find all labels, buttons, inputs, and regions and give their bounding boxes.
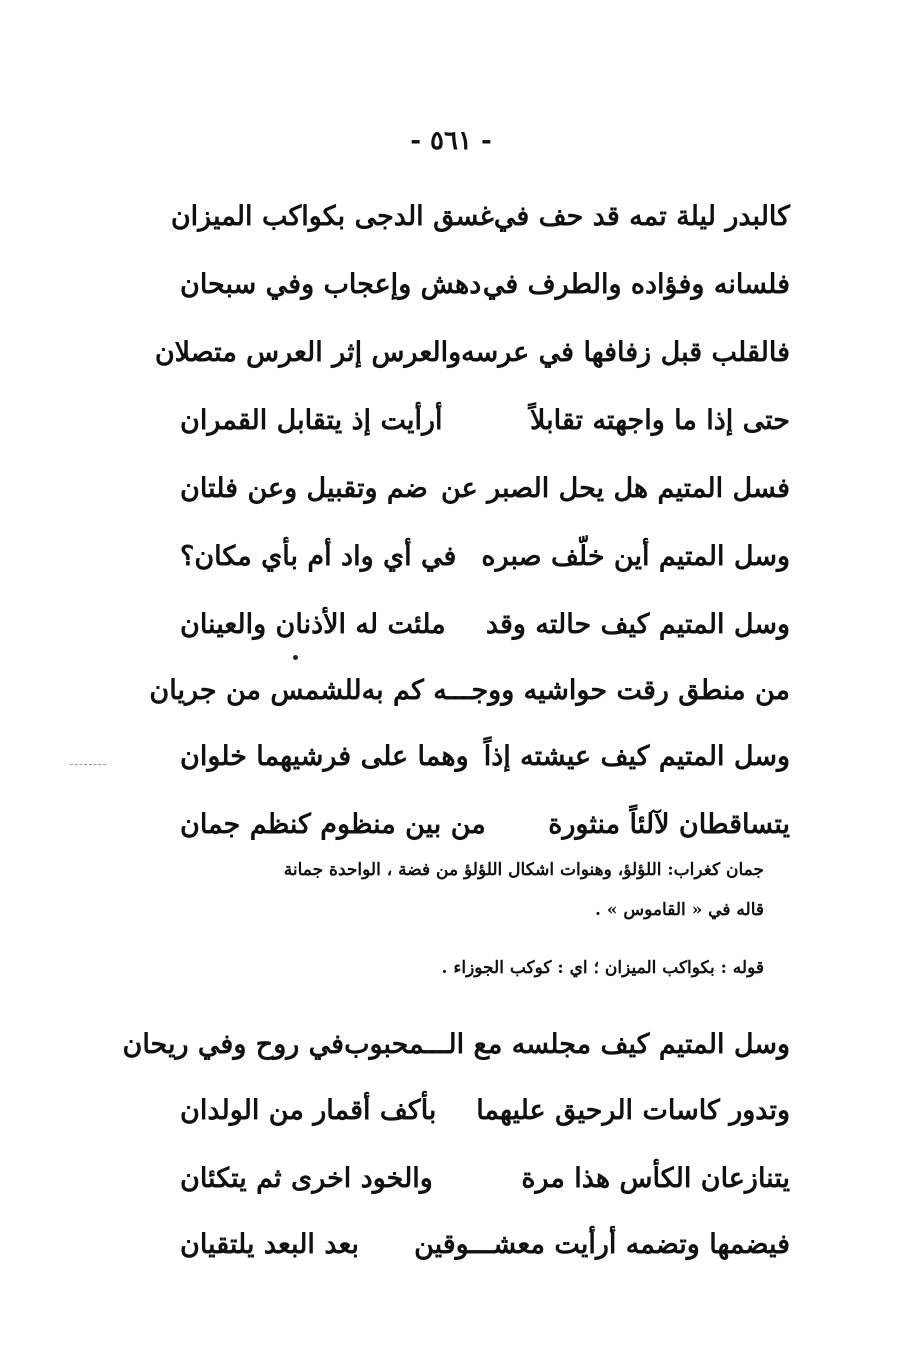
verse-first-hemistich: كالبدر ليلة تمه قد حف في	[493, 200, 790, 232]
footnote-line: قوله : بكواكب الميزان ؛ اي : كوكب الجوزاء .	[441, 958, 764, 978]
footnote-line: قاله في « القاموس » .	[595, 900, 764, 920]
verse-line	[180, 798, 790, 850]
verse-second-hemistich: في روح وفي ريحان	[122, 1028, 345, 1060]
verse-first-hemistich: فيضمها وتضمه أرأيت معشـــوقين	[414, 1228, 790, 1260]
verse-line	[180, 462, 790, 514]
verse-line	[180, 1084, 790, 1136]
verse-first-hemistich: حتى إذا ما واجهته تقابلاً	[530, 404, 790, 436]
verse-line	[154, 326, 790, 378]
verse-first-hemistich: وسل المتيم كيف حالته وقد	[485, 608, 790, 640]
verse-line	[180, 1152, 790, 1204]
verse-second-hemistich: ضم وتقبيل وعن فلتان	[180, 472, 428, 504]
verse-second-hemistich: أرأيت إذ يتقابل القمران	[180, 404, 443, 436]
verse-line	[122, 1018, 790, 1070]
verse-line	[170, 190, 790, 242]
verse-first-hemistich: وسل المتيم كيف مجلسه مع الـــمحبوب	[344, 1028, 790, 1060]
verse-second-hemistich: ملئت له الأذنان والعينان	[180, 608, 446, 640]
verse-first-hemistich: فلسانه وفؤاده والطرف في	[482, 268, 790, 300]
verse-line	[180, 1218, 790, 1270]
verse-line	[180, 258, 790, 310]
verse-second-hemistich: دهش وإعجاب وفي سبحان	[180, 268, 482, 300]
verse-second-hemistich: بأكف أقمار من الولدان	[180, 1094, 437, 1126]
footnote-line: جمان كغراب: اللؤلؤ، وهنوات اشكال اللؤلؤ من فضة ، الواحدة جمانة	[283, 860, 764, 880]
verse-second-hemistich: وهما على فرشيهما خلوان	[180, 740, 469, 772]
verse-second-hemistich: غسق الدجى بكواكب الميزان	[170, 200, 494, 232]
verse-second-hemistich: بعد البعد يلتقيان	[180, 1228, 360, 1260]
verse-first-hemistich: من منطق رقت حواشيه ووجـــه كم به	[361, 674, 790, 706]
ink-speck	[293, 655, 298, 660]
verse-first-hemistich: فسل المتيم هل يحل الصبر عن	[441, 472, 790, 504]
verse-second-hemistich: والعرس إثر العرس متصلان	[154, 336, 462, 368]
verse-line	[180, 730, 790, 782]
verse-first-hemistich: وسل المتيم كيف عيشته إذاً	[483, 740, 790, 772]
verse-line	[180, 598, 790, 650]
verse-second-hemistich: للشمس من جريان	[149, 674, 362, 706]
verse-first-hemistich: وتدور كاسات الرحيق عليهما	[476, 1094, 790, 1126]
verse-first-hemistich: يتساقطان لآلئاً منثورة	[548, 808, 790, 840]
verse-first-hemistich: فالقلب قبل زفافها في عرسه	[461, 336, 790, 368]
verse-line	[180, 530, 790, 582]
verse-line	[149, 664, 790, 716]
page-number: - ٥٦١ -	[410, 126, 492, 156]
verse-first-hemistich: يتنازعان الكأس هذا مرة	[521, 1162, 790, 1194]
verse-second-hemistich: من بين منظوم كنظم جمان	[180, 808, 486, 840]
verse-second-hemistich: والخود اخرى ثم يتكئان	[180, 1162, 433, 1194]
verse-first-hemistich: وسل المتيم أين خلّف صبره	[481, 540, 790, 572]
verse-second-hemistich: في أي واد أم بأي مكان؟	[180, 540, 457, 572]
margin-mark	[70, 764, 106, 765]
verse-line	[180, 394, 790, 446]
